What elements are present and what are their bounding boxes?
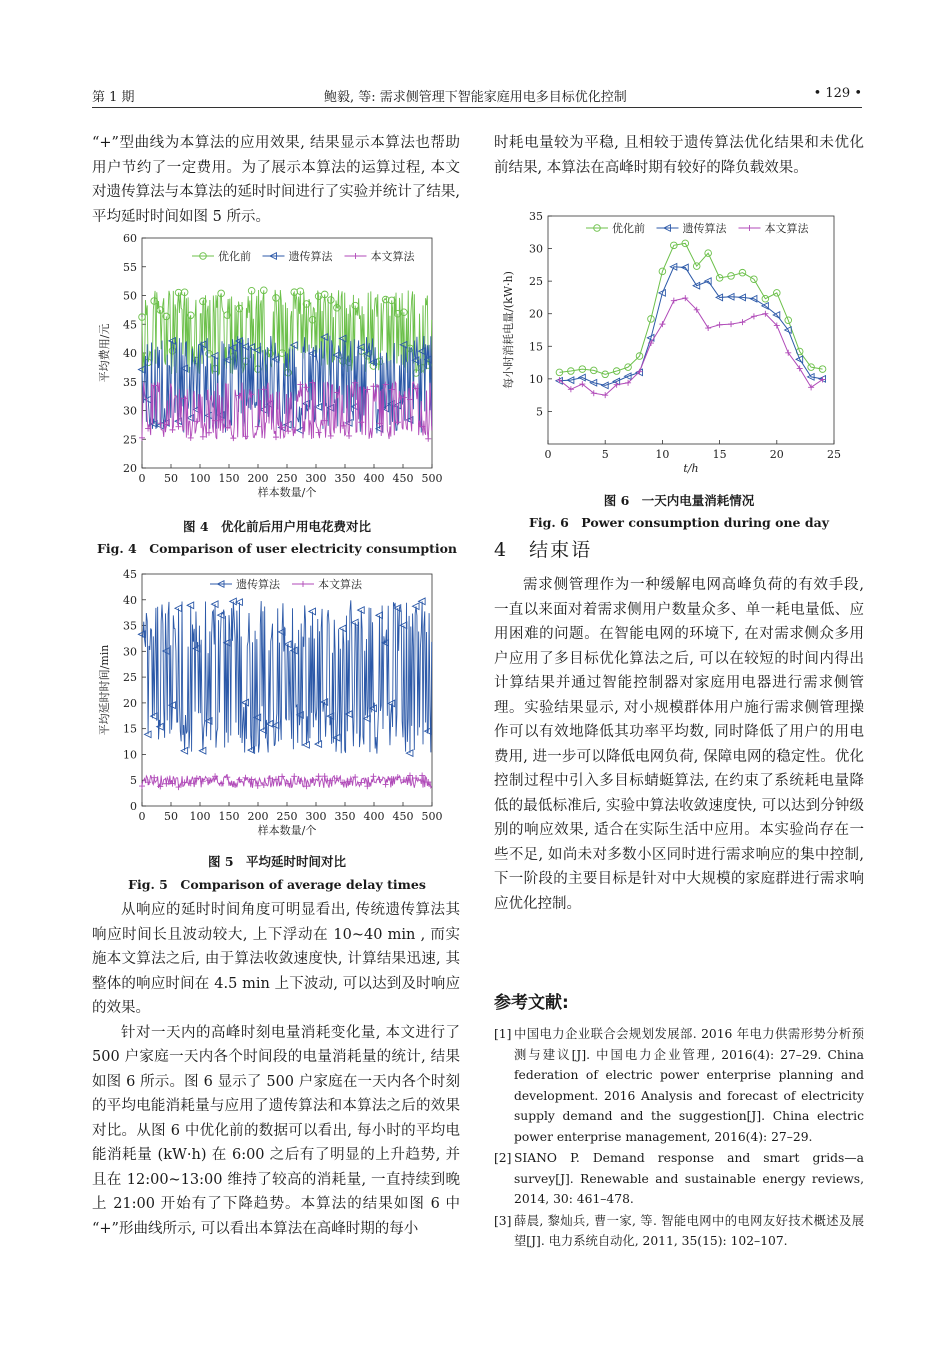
x-tick-label: 500 [421,810,443,823]
x-tick-label: 450 [392,472,414,485]
fig5-svg [92,566,462,838]
legend-label: 遗传算法 [288,250,333,263]
reference-text: SIANO P. Demand response and smart grids—a survey[J]. Renewable and sustainable energy reviews, 2014, 30: 461–478. [514,1151,864,1206]
series-line [142,600,432,753]
x-tick-label: 200 [247,810,269,823]
left-column-intro [92,131,460,229]
x-tick-label: 400 [363,472,385,485]
x-axis-label: 样本数量/个 [257,824,317,837]
fig6-caption-cn: 图 6 一天内电量消耗情况 [603,493,755,508]
data-point [358,419,364,425]
data-point [285,428,291,434]
data-point [200,434,206,440]
x-tick-label: 50 [164,472,178,485]
y-tick-label: 15 [123,722,137,736]
legend-marker [747,225,753,231]
data-point [316,429,322,435]
legend-label: 优化前 [218,250,251,263]
x-tick-label: 100 [189,810,211,823]
y-tick-label: 25 [123,671,137,685]
page-number: • 129 • [813,86,862,101]
series-line [559,267,822,386]
data-point [291,427,297,433]
fig5-caption-cn: 图 5 平均延时时间对比 [207,854,347,869]
x-tick-label: 0 [138,472,146,485]
left-column-body [92,898,460,1241]
article-title: 鲍毅, 等: 需求侧管理下智能家庭用电多目标优化控制 [324,90,627,105]
conclusion-body [494,573,864,916]
x-tick-label: 400 [363,810,385,823]
y-tick-label: 25 [529,275,543,289]
y-tick-label: 20 [529,307,543,321]
paragraph: 需求侧管理作为一种缓解电网高峰负荷的有效手段, 一直以来面对着需求侧用户数量众多、单一耗电量低、应用困难的问题。在智能电网的环境下, 在对需求侧众多用户应用了多目标优化算法之后, 可以在较短的时间内得出计算结果并通过智能控制器对家庭用电器进行需求侧管理。实验结果显示, 对小规模群体用户施行需求侧管理操作可以有效地降低其功率平均数, 同时降低了用户的用电费用, 进一步可以降低电网负荷, 保障电网的稳定性。优化控制过程中引入多目标蜻蜓算法, 在约束了系统耗电量降低的最低标准后, 实验中算法收敛速度快, 可以达到分钟级别的响应效果, 适合在实际生活中应用。本实验尚存在一些不足, 如尚未对多数小区同时进行需求响应的集中控制, 下一阶段的主要目标是针对中大规模的家庭群进行需求响应优化控制。 [494,577,864,912]
fig4-caption-cn: 图 4 优化前后用户用电花费对比 [182,519,372,534]
x-tick-label: 500 [421,472,443,485]
data-point [255,424,261,430]
data-point [139,783,145,789]
y-tick-label: 25 [123,433,137,447]
y-tick-label: 45 [123,318,137,332]
legend-label: 本文算法 [764,222,809,235]
running-header [92,86,862,108]
legend-label: 本文算法 [370,250,415,263]
y-tick-label: 10 [123,748,137,762]
data-point [188,435,194,441]
data-point [279,773,285,779]
fig6-svg [494,208,864,480]
y-tick-label: 5 [130,774,137,788]
y-tick-label: 40 [123,347,137,360]
x-tick-label: 25 [827,448,841,461]
y-axis-label: 平均费用/元 [98,323,111,383]
y-axis-label: 每小时消耗电量/(kW·h) [502,271,515,389]
reference-number: [3] [494,1213,512,1228]
data-point [328,433,334,439]
paragraph: 从响应的延时时间角度可明显看出, 传统遗传算法其响应时间长且波动较大, 上下浮动在 10~40 min , 而实施本文算法之后, 由于算法收敛速度快, 计算结果迅速, 其整体的响应时间在 4.5 min 上下波动, 可以达到及时响应的效果。 [92,902,460,1016]
legend-label: 优化前 [612,222,645,235]
reference-text: 薛晨, 黎灿兵, 曹一家, 等. 智能电网中的电网友好技术概述及展望[J]. 电力系统自动化, 2011, 35(15): 102–107. [514,1213,864,1248]
data-point [224,774,230,780]
x-axis-label: t/h [683,462,699,475]
series-line [142,775,432,788]
reference-number: [2] [494,1151,512,1165]
data-point [751,313,757,319]
data-point [291,773,297,779]
fig6-caption-en: Fig. 6 Power consumption during one day [529,515,829,530]
series-line [559,298,822,395]
y-tick-label: 30 [529,242,543,256]
section-heading: 4 结束语 [494,539,593,561]
y-tick-label: 10 [529,372,543,386]
x-tick-label: 10 [655,448,670,461]
reference-item [494,1211,864,1252]
fig4-caption-en: Fig. 4 Comparison of user electricity consumption [96,541,458,556]
y-tick-label: 0 [130,800,137,813]
y-tick-label: 30 [123,404,137,418]
references-list [494,1024,864,1253]
y-tick-label: 35 [123,375,137,389]
legend-label: 本文算法 [318,578,362,591]
data-point [316,773,322,779]
x-tick-label: 0 [544,448,552,461]
x-tick-label: 150 [218,472,240,485]
y-tick-label: 20 [123,696,137,710]
data-point [169,427,175,433]
fig4-svg [92,228,462,500]
legend-marker [300,581,306,587]
data-point [739,319,745,325]
reference-item [494,1148,864,1210]
paragraph: 针对一天内的高峰时刻电量消耗变化量, 本文进行了 500 户家庭一天内各个时间段的电量消耗量的统计, 结果如图 6 所示。图 6 显示了 500 户家庭在一天内各个时刻的平均电能消耗量与应用了遗传算法和本算法之后的效果对比。从图 6 中优化前的数据可以看出, 每小时的平均电能消耗量 (kW·h) 在 6:00 之后有了明显的上升趋势, 并且在 12:00~13:00 维持了较高的消耗量, 一直持续到晚上 21:00 开始有了下降趋势。本算法的结果如图 6 中 “+”形曲线所示, 可以看出本算法在高峰时期的每小 [92,1024,460,1237]
data-point [377,777,383,783]
data-point [139,435,145,441]
right-column-intro [494,131,864,180]
y-axis-label: 平均延时时间/min [98,644,111,736]
x-tick-label: 100 [189,472,211,485]
y-tick-label: 35 [123,619,137,633]
x-tick-label: 250 [276,472,298,485]
issue-number: 第 1 期 [92,90,135,105]
x-tick-label: 250 [276,810,298,823]
y-tick-label: 20 [123,462,137,475]
x-tick-label: 20 [769,448,784,461]
y-tick-label: 15 [529,340,543,354]
reference-number: [1] [494,1027,512,1041]
y-tick-label: 55 [123,260,137,274]
y-tick-label: 50 [123,289,137,303]
fig5-chart [92,566,462,842]
references-heading: 参考文献: [494,993,569,1013]
data-point [671,298,677,304]
x-tick-label: 15 [712,448,727,461]
data-point [230,435,236,441]
reference-item [494,1024,864,1147]
fig4-chart [92,228,462,504]
x-tick-label: 450 [392,810,414,823]
x-tick-label: 0 [138,810,146,823]
fig5-caption-en: Fig. 5 Comparison of average delay times [128,877,426,892]
data-point [157,420,163,426]
x-tick-label: 50 [164,810,178,823]
data-point [425,436,431,442]
x-tick-label: 300 [305,810,327,823]
data-point [370,773,376,779]
fig6-chart [494,208,864,484]
y-tick-label: 30 [123,645,137,659]
y-tick-label: 5 [536,405,543,419]
data-point [728,321,734,327]
data-point [659,321,665,327]
data-point [346,433,352,439]
data-point [273,434,279,440]
reference-text: 中国电力企业联合会规划发展部. 2016 年电力供需形势分析预测与建议[J]. 中国电力企业管理, 2016(4): 27–29. China federation of electric power enterprise planning and development. 2016 Analysis and forecast of electricity supply demand and the suggestion[J]. China electric power enterprise management, 2016(4): 27–29. [514,1027,864,1144]
legend-label: 遗传算法 [682,222,727,235]
legend-marker [353,253,359,259]
paragraph: 时耗电量较为平稳, 且相较于遗传算法优化结果和未优化前结果, 本算法在高峰时期有较好的降负载效果。 [494,135,864,176]
series-line [559,243,822,374]
y-tick-label: 35 [529,210,543,223]
x-tick-label: 300 [305,472,327,485]
legend-label: 遗传算法 [236,578,280,591]
x-tick-label: 200 [247,472,269,485]
y-tick-label: 40 [123,593,137,607]
x-tick-label: 350 [334,810,356,823]
x-tick-label: 150 [218,810,240,823]
y-tick-label: 45 [123,568,137,581]
header-rule [92,107,862,108]
x-tick-label: 350 [334,472,356,485]
data-point [176,424,182,430]
data-point [705,325,711,331]
data-point [808,384,814,390]
paragraph: “+”型曲线为本算法的应用效果, 结果显示本算法也帮助用户节约了一定费用。为了展示本算法的运算过程, 本文对遗传算法与本算法的延时时间进行了实验并统计了结果, 平均延时时间如图 5 所示。 [92,135,460,225]
x-axis-label: 样本数量/个 [257,486,317,499]
data-point [717,322,723,328]
x-tick-label: 5 [601,448,609,461]
y-tick-label: 60 [123,232,137,245]
